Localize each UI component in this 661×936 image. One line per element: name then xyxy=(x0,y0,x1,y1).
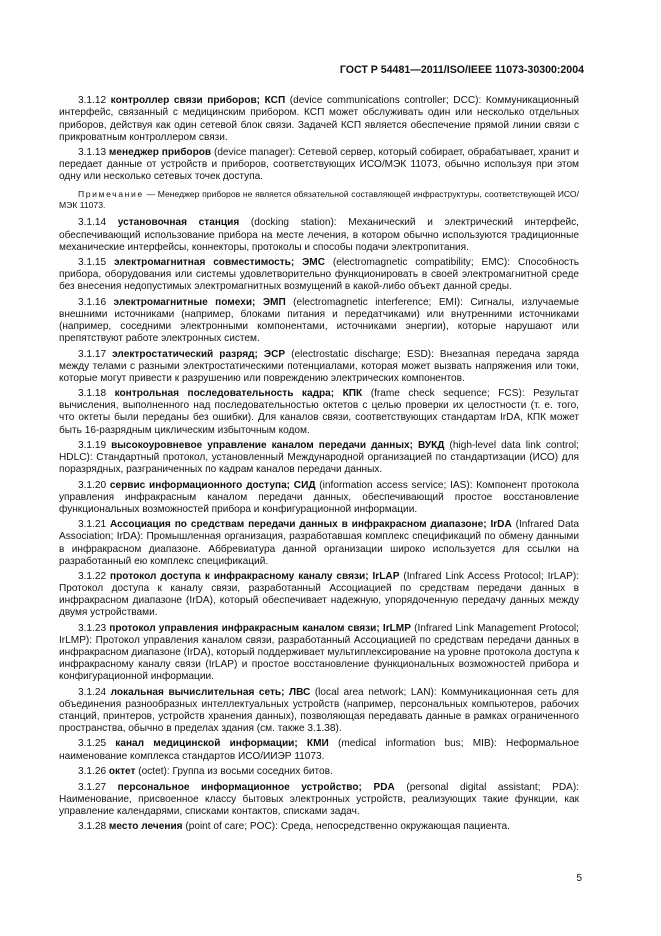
term-definition: (point of care; POC): Среда, непосредственно окружающая пациента. xyxy=(182,821,510,833)
term-number: 3.1.17 xyxy=(78,348,107,360)
term-number: 3.1.15 xyxy=(78,257,107,269)
term-number: 3.1.21 xyxy=(78,519,107,531)
term-name: сервис информационного доступа; СИД xyxy=(109,479,316,491)
term-definition: (Infrared Data Association; IrDA): Промышленная организация, разработавшая комплекс спецификаций по обмену данными в инфракрасном диапазоне. Аббревиатура данной организации широко используется для ссылки на разработанный ею комплекс спецификаций. xyxy=(59,519,579,567)
definition-3-1-23 xyxy=(59,623,579,683)
term-name: октет xyxy=(108,766,136,778)
definition-3-1-22 xyxy=(59,571,579,619)
term-number: 3.1.27 xyxy=(78,781,107,793)
term-number: 3.1.20 xyxy=(78,479,107,491)
definition-3-1-15 xyxy=(59,257,579,293)
term-name: электростатический разряд; ЭСР xyxy=(112,348,286,360)
definition-3-1-16 xyxy=(59,297,579,345)
term-definition: (electrostatic discharge; ESD): Внезапная передача заряда между телами с разными электростатическими потенциалами, которая может вызвать напряжения или токи, которые могут привести к разрушению или повреждению электрических компонентов. xyxy=(59,348,579,384)
term-name: менеджер приборов xyxy=(108,147,212,159)
document-header: ГОСТ Р 54481—2011/ISO/IEEE 11073-30300:2004 xyxy=(339,64,584,76)
term-name: персональное информационное устройство; PDA xyxy=(117,781,395,793)
term-number: 3.1.26 xyxy=(78,766,107,778)
term-number: 3.1.18 xyxy=(78,388,107,400)
term-number: 3.1.16 xyxy=(78,296,107,308)
term-number: 3.1.14 xyxy=(78,217,107,229)
term-definition: (electromagnetic interference; EMI): Сигналы, излучаемые внешними источниками (например, блоками питания и передатчиками) или внутренними источниками (например, соседними электронными компонентами, источниками энергии), которые нарушают или препятствуют работе электронных систем. xyxy=(59,296,579,345)
term-name: локальная вычислительная сеть; ЛВС xyxy=(110,686,311,698)
term-name: высокоуровневое управление каналом передачи данных; ВУКД xyxy=(111,439,445,451)
term-name: Ассоциация по средствам передачи данных в инфракрасном диапазоне; IrDA xyxy=(109,519,512,531)
term-definition: (information access service; IAS): Компонент протокола управления инфракрасным каналом передачи данных, обеспечивающий простое восстановление функциональных возможностей прибора и конфигурационной информации. xyxy=(59,479,579,515)
term-definition: (Infrared Link Access Protocol; IrLAP): Протокол доступа к каналу связи, разработанный Ассоциацией по средствам передачи данных в инфракрасном диапазоне (IrDA), который обеспечивает надежную, упорядоченную передачу данных между двумя устройствами. xyxy=(59,571,579,619)
term-name: протокол управления инфракрасным каналом связи; IrLMP xyxy=(109,622,411,634)
definition-3-1-13 xyxy=(59,147,579,183)
definition-3-1-25 xyxy=(59,738,579,762)
term-name: место лечения xyxy=(108,821,183,833)
term-definition: (docking station): Механический и электрический интерфейс, обеспечивающий использование прибора на месте лечения, в котором обычно используются традиционные механические интерфейсы, коннекторы, протоколы и способы подачи электропитания. xyxy=(59,217,579,253)
term-number: 3.1.24 xyxy=(78,686,107,698)
term-definition: (personal digital assistant; PDA): Наименование, присвоенное классу бытовых электронных устройств, реализующих такие функции, как управление календарями, списками контактов, списками задач. xyxy=(59,781,580,817)
term-name: протокол доступа к инфракрасному каналу связи; IrLAP xyxy=(110,571,400,583)
definition-3-1-27 xyxy=(59,782,579,818)
term-definition: (device communications controller; DCC): Коммуникационный интерфейс, связанный с медицинским прибором. КСП может обслуживать один или несколько отдельных приборов, действуя как один сетевой блок связи. Задачей КСП является обеспечение прямой линии связи с прикроватным контроллером связи. xyxy=(59,95,579,143)
definition-3-1-24 xyxy=(59,687,579,735)
term-number: 3.1.25 xyxy=(78,738,107,750)
definition-3-1-19 xyxy=(59,440,579,476)
definition-3-1-20 xyxy=(59,480,579,516)
term-definition: (electromagnetic compatibility; EMC): Способность прибора, оборудования или системы удовлетворительно функционировать в своей электромагнитной среде без внесения недопустимых электромагнитных возмущений в какой-либо объект данной среды. xyxy=(59,257,579,293)
page-number: 5 xyxy=(576,873,582,884)
term-definition: (high-level data link control; HDLC): Стандартный протокол, установленный Международной организацией по стандартизации (ИСО) для поразрядных, разграниченных по кадрам каналов передачи данных. xyxy=(59,439,579,476)
term-number: 3.1.23 xyxy=(78,622,107,634)
note-label: Примечание xyxy=(78,189,144,200)
term-number: 3.1.13 xyxy=(78,147,107,159)
term-number: 3.1.12 xyxy=(78,95,107,107)
term-definition: (medical information bus; MIB): Неформальное наименование комплекса стандартов ИСО/ИИЭР 11073. xyxy=(59,738,579,762)
term-definition: (octet): Группа из восьми соседних битов. xyxy=(135,766,333,778)
definition-3-1-26 xyxy=(59,766,579,778)
term-name: контроллер связи приборов; КСП xyxy=(110,95,286,107)
term-definition: (device manager): Сетевой сервер, который собирает, обрабатывает, хранит и передает данные от устройств и приборов, соответствующих ИСО/МЭК 11073, обычно используя при этом одну или несколько сетевых точек доступа. xyxy=(59,147,579,183)
term-name: контрольная последовательность кадра; КПК xyxy=(114,388,363,400)
note-text: — Менеджер приборов не является обязательной составляющей инфраструктуры, соответствующей ИСО/МЭК 11073. xyxy=(59,189,579,211)
term-number: 3.1.28 xyxy=(78,821,107,833)
definition-3-1-17 xyxy=(59,349,579,385)
term-definition: (Infrared Link Management Protocol; IrLMP): Протокол управления каналом связи, разработанный Ассоциацией по средствам передачи данных в инфракрасном диапазоне (IrDA), который поддерживает мультиплексирование на уровне протокола доступа к инфракрасному каналу связи (IrLAP) и простое восстановление функциональных возможностей прибора и конфигурационной информации. xyxy=(59,622,579,683)
definitions-body xyxy=(59,92,579,833)
term-name: установочная станция xyxy=(117,217,240,229)
definition-3-1-21 xyxy=(59,519,579,567)
term-number: 3.1.19 xyxy=(78,439,107,451)
note xyxy=(59,189,579,211)
term-name: канал медицинской информации; КМИ xyxy=(115,738,329,750)
definition-3-1-12 xyxy=(59,95,579,143)
term-name: электромагнитные помехи; ЭМП xyxy=(113,296,286,308)
term-definition: (frame check sequence; FCS): Результат вычисления, выполненного над последовательностью октетов с целью проверки их целостности (т. е. того, что октеты были переданы без ошибки). Для каналов связи, соответствующих стандартам IrDA, КПК может быть 16-разрядным циклическим избыточным кодом. xyxy=(59,388,580,436)
term-number: 3.1.22 xyxy=(78,571,107,583)
definition-3-1-18 xyxy=(59,388,579,436)
definition-3-1-28 xyxy=(59,821,579,833)
term-name: электромагнитная совместимость; ЭМС xyxy=(113,257,325,269)
definition-3-1-14 xyxy=(59,217,579,253)
term-definition: (local area network; LAN): Коммуникационная сеть для объединения разнообразных интеллектуальных устройств (например, персональных компьютеров, рабочих станций, принтеров, устройств хранения данных), позволяющая передавать данные в рамках ограниченного пространства, обычно в пределах здания (см. также 3.1.38). xyxy=(59,686,579,734)
